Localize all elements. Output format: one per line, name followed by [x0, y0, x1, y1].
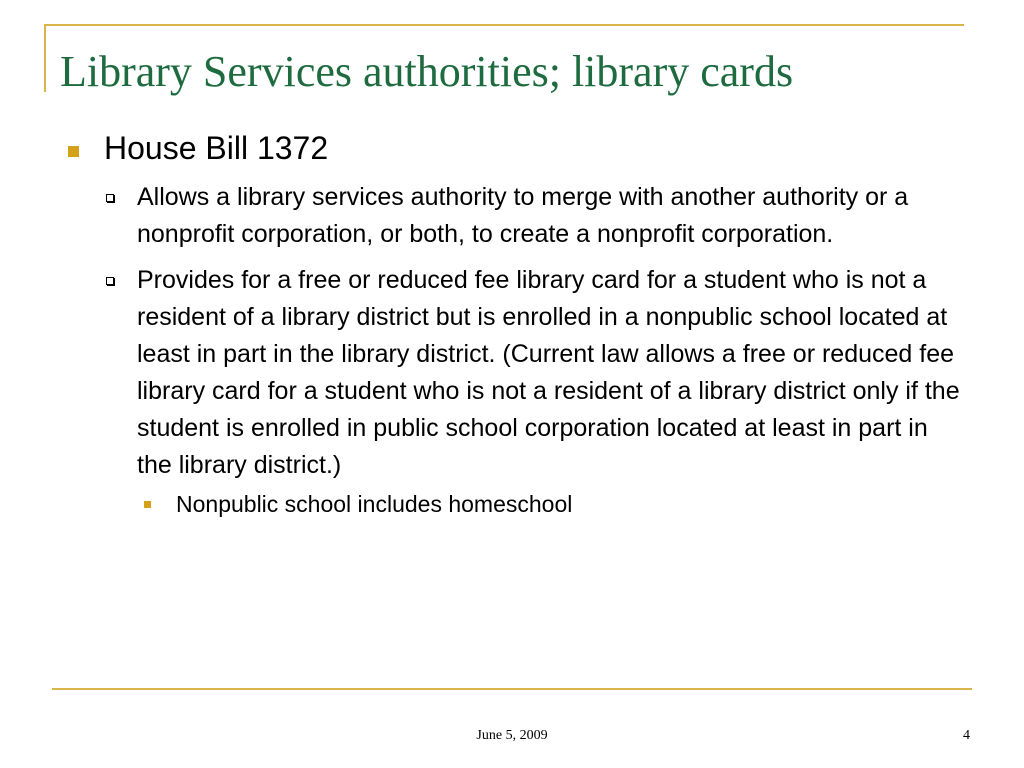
- footer-date: June 5, 2009: [476, 728, 548, 743]
- bullet-level2: [137, 262, 960, 484]
- slide-title: Library Services authorities; library cards: [60, 47, 794, 96]
- bill-heading: House Bill 1372: [104, 130, 329, 166]
- bullet-level3: [176, 488, 960, 520]
- top-rule: [44, 24, 964, 26]
- bullet-level2: [137, 179, 960, 253]
- point-text: Allows a library services authority to merge with another authority or a nonprofit corporation, or both, to create a nonprofit corporation.: [137, 183, 909, 248]
- footer-rule: [52, 688, 972, 690]
- checkbox-bullet-icon: [106, 194, 114, 202]
- page-number: 4: [963, 728, 970, 743]
- left-rule: [44, 24, 46, 92]
- square-bullet-icon: [68, 146, 79, 157]
- checkbox-bullet-icon: [106, 277, 114, 285]
- small-square-bullet-icon: [144, 501, 151, 508]
- bullet-level1: [60, 126, 960, 170]
- subpoint-text: Nonpublic school includes homeschool: [176, 491, 573, 517]
- slide-body: [60, 126, 960, 520]
- point-text: Provides for a free or reduced fee library card for a student who is not a resident of a library district but is enrolled in a nonpublic school located at least in part in the library district. (Current law allows a free or reduced fee library card for a student who is not a resident of a library district only if the student is enrolled in public school corporation located at least in part in the library district.): [137, 266, 960, 479]
